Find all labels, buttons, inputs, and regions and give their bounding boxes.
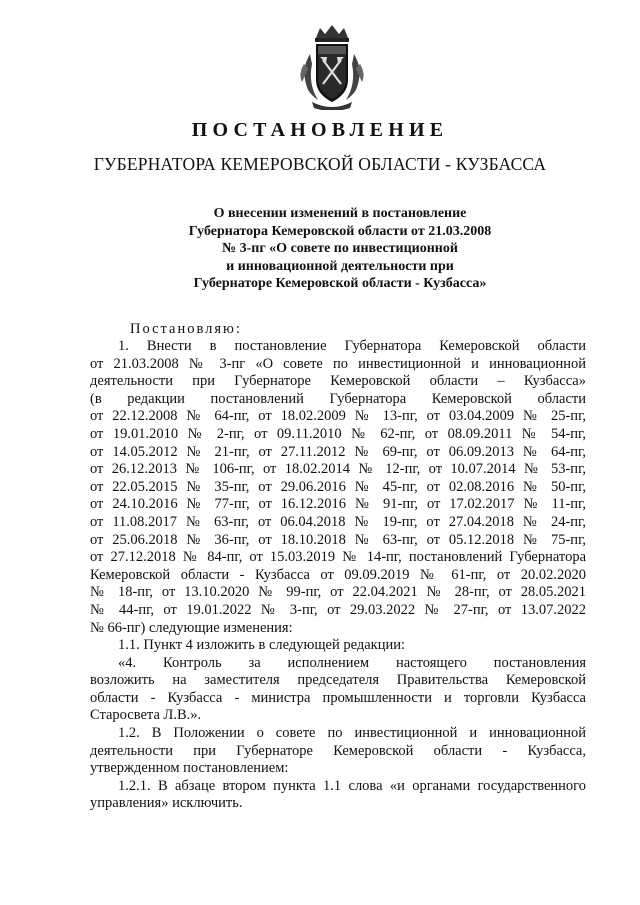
body-line: Старосвета Л.В.». [90, 707, 202, 724]
body-line: от 24.10.2016 № 77-пг, от 16.12.2016 № 91-пг, от 17.02.2017 № 11-пг, [90, 496, 586, 513]
body-line: «4. Контроль за исполнением настоящего постановления [118, 654, 586, 671]
body-line: № 18-пг, от 13.10.2020 № 99-пг, от 22.04.2021 № 28-пг, от 28.05.2021 [90, 584, 586, 601]
subject-line: О внесении изменений в постановление [213, 206, 467, 221]
document-title: ПОСТАНОВЛЕНИЕ [191, 119, 449, 141]
body-line: возложить на заместителя председателя Правительства Кемеровской [90, 672, 586, 689]
body-line: от 22.12.2008 № 64-пг, от 18.02.2009 № 13-пг, от 03.04.2009 № 25-пг, [90, 408, 586, 425]
body-line: от 22.05.2015 № 35-пг, от 29.06.2016 № 45-пг, от 02.08.2016 № 50-пг, [90, 478, 586, 495]
body-line: от 26.12.2013 № 106-пг, от 18.02.2014 № 12-пг, от 10.07.2014 № 53-пг, [90, 461, 586, 478]
document-subject [150, 205, 530, 293]
body-line: 1.2. В Положении о совете по инвестиционной и инновационной [118, 725, 586, 742]
document-body [90, 338, 586, 813]
subject-line: № 3-пг «О совете по инвестиционной [222, 241, 458, 256]
body-line: Кемеровской области - Кузбасса от 09.09.2019 № 61-пг, от 20.02.2020 [90, 566, 586, 583]
body-line: области - Кузбасса - министра промышленности и торговли Кузбасса [90, 689, 586, 706]
body-line: от 14.05.2012 № 21-пг, от 27.11.2012 № 69-пг, от 06.09.2013 № 64-пг, [90, 443, 586, 460]
subject-line: Губернаторе Кемеровской области - Кузбасса» [193, 276, 487, 291]
body-line: от 11.08.2017 № 63-пг, от 06.04.2018 № 19-пг, от 27.04.2018 № 24-пг, [90, 513, 586, 530]
body-line: 1. Внести в постановление Губернатора Кемеровской области [118, 338, 586, 354]
body-line: 1.1. Пункт 4 изложить в следующей редакции: [118, 637, 406, 654]
body-line: № 66-пг) следующие изменения: [90, 619, 293, 636]
body-line: управления» исключить. [90, 795, 243, 812]
body-line: от 27.12.2018 № 84-пг, от 15.03.2019 № 14-пг, постановлений Губернатора [90, 549, 586, 566]
body-line: деятельности при Губернаторе Кемеровской области – Кузбасса» [90, 373, 586, 390]
subject-line: Губернатора Кемеровской области от 21.03.2008 [188, 223, 492, 239]
body-line: от 25.06.2018 № 36-пг, от 18.10.2018 № 63-пг, от 05.12.2018 № 75-пг, [90, 531, 586, 548]
body-line: утвержденном постановлением: [90, 760, 289, 777]
body-line: (в редакции постановлений Губернатора Кемеровской области [90, 390, 586, 407]
body-line: № 44-пг, от 19.01.2022 № 3-пг, от 29.03.2022 № 27-пг, от 13.07.2022 [90, 601, 586, 618]
body-line: от 19.01.2010 № 2-пг, от 09.11.2010 № 62-пг, от 08.09.2011 № 54-пг, [90, 425, 586, 442]
subject-line: и инновационной деятельности при [226, 258, 454, 274]
issuer-subtitle: ГУБЕРНАТОРА КЕМЕРОВСКОЙ ОБЛАСТИ - КУЗБАССА [93, 154, 547, 174]
body-line: 1.2.1. В абзаце втором пункта 1.1 слова «и органами государственного [118, 777, 586, 794]
decree-word: Постановляю: [130, 321, 242, 337]
body-line: от 21.03.2008 № 3-пг «О совете по инвестиционной и инновационной [90, 355, 586, 372]
coat-of-arms-emblem [296, 24, 368, 110]
body-line: деятельности при Губернаторе Кемеровской области - Кузбасса, [90, 742, 586, 759]
